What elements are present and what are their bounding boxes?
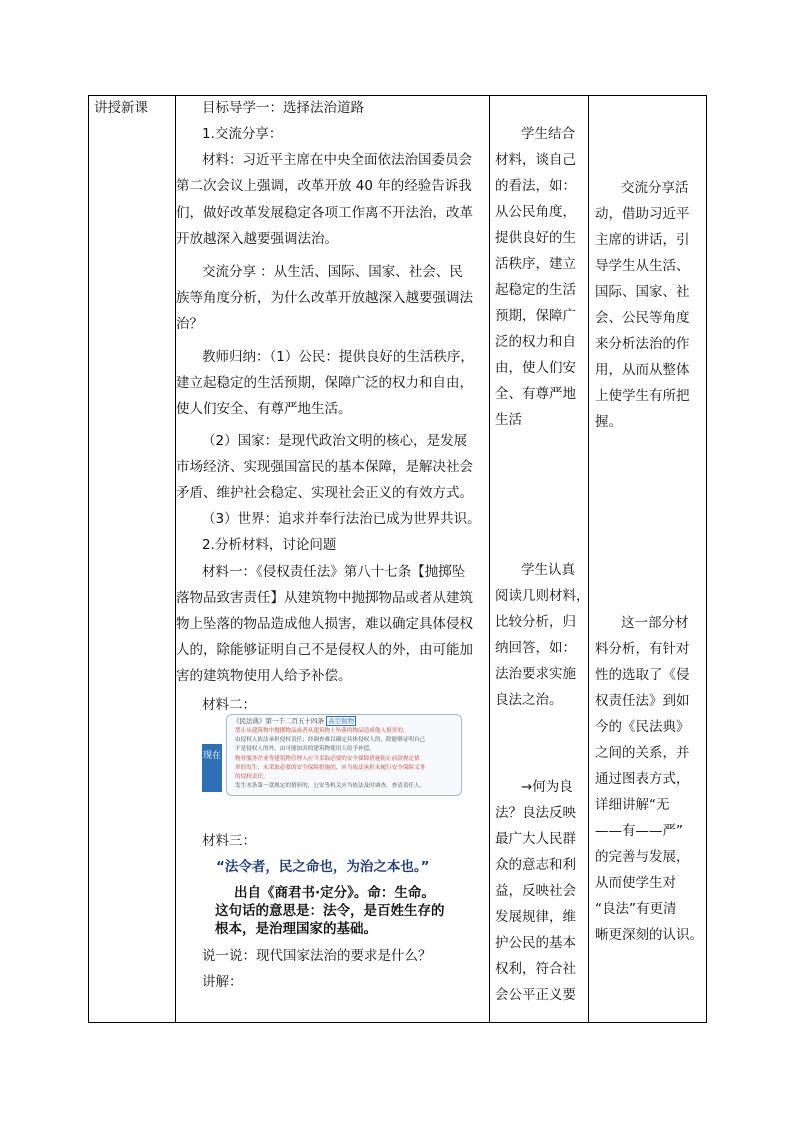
summary-text-line: 使人们安全、有尊严地生活。 xyxy=(176,401,352,417)
excerpt-line: 的侵权责任。 xyxy=(235,774,269,781)
classical-quote: “法令者，民之命也，为治之本也。” xyxy=(216,859,430,875)
share-text-line: 交流分享 ：从生活、国际、国家、社会、民 xyxy=(202,264,463,280)
design-intent-line: 权责任法》到如 xyxy=(595,693,690,709)
design-intent-line: 国际、国家、社 xyxy=(595,284,690,300)
step-2-title: 2.分析材料，讨论问题 xyxy=(202,537,337,553)
student-activity-line: 的看法，如： xyxy=(495,178,576,194)
design-intent-line: 上使学生有所把 xyxy=(595,388,690,404)
design-intent-line: 这一部分材 xyxy=(621,615,689,631)
student-activity-line: 法？良法反映 xyxy=(495,805,576,821)
design-intent-line: ——有——严” xyxy=(595,823,683,839)
design-intent-line: 通过图表方式， xyxy=(595,771,690,787)
quote-explanation-line: 这句话的意思是：法令，是百姓生存的 xyxy=(215,903,445,919)
student-activity-line: 会公平正义要 xyxy=(495,987,576,1003)
explain-label: 讲解： xyxy=(202,974,243,990)
column-divider-2 xyxy=(489,95,490,1023)
design-intent-line: 的完善与发展， xyxy=(595,849,690,865)
student-activity-line: 全、有尊严地 xyxy=(495,386,576,402)
objective-heading: 目标导学一：选择法治道路 xyxy=(202,100,364,116)
material-3-label: 材料三： xyxy=(202,833,256,849)
student-activity-line: 预期，保障广 xyxy=(495,308,576,324)
material-text-line: 们，做好改革发展稳定各项工作离不开法治，改革 xyxy=(176,205,473,221)
design-intent-line: 会、公民等角度 xyxy=(595,310,690,326)
design-intent-line: 晰更深刻的认识。 xyxy=(595,927,703,943)
discussion-question: 说一说：现代国家法治的要求是什么？ xyxy=(202,948,432,964)
student-activity-line: 由，使人们安 xyxy=(495,360,576,376)
student-activity-line: 纳回答，如： xyxy=(495,640,576,656)
design-intent-line: 今的《民法典》 xyxy=(595,719,690,735)
material-1-line: 人的，除能够证明自己不是侵权人的外，由可能加 xyxy=(176,642,473,658)
student-activity-line: 良法之治。 xyxy=(495,692,563,708)
table-top-border xyxy=(88,95,707,96)
student-activity-line: 起稳定的生活 xyxy=(495,282,576,298)
student-activity-block-1 xyxy=(495,121,576,433)
point-2-line: （2）国家：是现代政治文明的核心，是发展 xyxy=(202,433,468,449)
excerpt-line: 由侵权人依法承担侵权责任；经调查难以确定具体侵权人的，除能够证明自己 xyxy=(235,737,426,744)
student-activity-line: 权利，符合社 xyxy=(495,961,576,977)
design-intent-block-2 xyxy=(595,610,703,948)
design-intent-line: 详细讲解“无 xyxy=(595,797,670,813)
point-2-line: 市场经济、实现强国富民的基本保障，是解决社会 xyxy=(176,459,473,475)
design-intent-line: “良法”有更清 xyxy=(595,901,677,917)
design-intent-line: 性的选取了《侵 xyxy=(595,667,690,683)
material-text-line: 开放越深入越要强调法治。 xyxy=(176,231,338,247)
material-1-line: 害的建筑物使用人给予补偿。 xyxy=(176,668,352,684)
student-activity-line: →何为良 xyxy=(521,779,573,795)
student-activity-block-3 xyxy=(495,774,576,1008)
design-intent-line: 来分析法治的作 xyxy=(595,336,690,352)
table-right-border xyxy=(706,95,707,1023)
design-intent-block-1 xyxy=(595,175,690,435)
design-intent-line: 用，从而从整体 xyxy=(595,362,690,378)
now-tag: 现在 xyxy=(202,744,222,792)
design-intent-line: 料分析，有针对 xyxy=(595,641,690,657)
excerpt-line: 形的发生；未采取必要的安全保障措施的，应当依法承担未履行安全保障义务 xyxy=(235,764,426,771)
design-intent-line: 交流分享活 xyxy=(621,180,689,196)
student-activity-line: 最广大人民群 xyxy=(495,831,576,847)
student-activity-line: 护公民的基本 xyxy=(495,935,576,951)
student-activity-line: 众的意志和利 xyxy=(495,857,576,873)
summary-text-line: 教师归纳：（1）公民：提供良好的生活秩序， xyxy=(202,349,474,365)
material-1-line: 物上坠落的物品造成他人损害，难以确定具体侵权 xyxy=(176,616,473,632)
student-activity-line: 生活 xyxy=(495,412,522,428)
step-1-title: 1.交流分享： xyxy=(202,126,283,142)
section-label: 讲授新课 xyxy=(94,100,148,116)
share-text-line: 治？ xyxy=(176,316,203,332)
point-3-line: （3）世界：追求并奉行法治已成为世界共识。 xyxy=(202,511,481,527)
design-intent-line: 主席的讲话，引 xyxy=(595,232,690,248)
student-activity-line: 活秩序，建立 xyxy=(495,256,576,272)
quote-explanation-line: 根本，是治理国家的基础。 xyxy=(215,921,377,937)
excerpt-badge: 高空抛物 xyxy=(328,717,355,725)
excerpt-line: 发生本条第一款规定的情形的，公安等机关应当依法及时调查，查清责任人。 xyxy=(235,783,426,790)
student-activity-line: 法治要求实施 xyxy=(495,666,576,682)
design-intent-line: 之间的关系，并 xyxy=(595,745,690,761)
design-intent-line: 握。 xyxy=(595,414,622,430)
design-intent-line: 动，借助习近平 xyxy=(595,206,690,222)
civil-code-excerpt-image xyxy=(202,714,460,794)
student-activity-line: 泛的权力和自 xyxy=(495,334,576,350)
student-activity-line: 益，反映社会 xyxy=(495,883,576,899)
point-2-line: 矛盾、维护社会稳定、实现社会正义的有效方式。 xyxy=(176,485,473,501)
material-1-line: 落物品致害责任】从建筑物中抛掷物品或者从建筑 xyxy=(176,590,473,606)
excerpt-scroll xyxy=(226,714,462,796)
student-activity-line: 阅读几则材料， xyxy=(495,588,590,604)
share-text-line: 族等角度分析，为什么改革开放越深入越要强调法 xyxy=(176,290,473,306)
student-activity-line: 比较分析，归 xyxy=(495,614,576,630)
student-activity-line: 材料，谈自己 xyxy=(495,152,576,168)
material-text-line: 材料：习近平主席在中央全面依法治国委员会 xyxy=(202,152,472,168)
design-intent-line: 从而使学生对 xyxy=(595,875,676,891)
excerpt-line: 不是侵权人的外，由可能加害的建筑物使用人给予补偿。 xyxy=(235,746,375,753)
student-activity-line: 从公民角度， xyxy=(495,204,576,220)
material-2-label: 材料二： xyxy=(202,697,256,713)
design-intent-line: 导学生从生活、 xyxy=(595,258,690,274)
excerpt-title: 《民法典》第一千二百五十四条 xyxy=(233,717,324,725)
student-activity-block-2 xyxy=(495,557,590,713)
student-activity-line: 发展规律，维 xyxy=(495,909,576,925)
material-text-line: 第二次会议上强调，改革开放 40 年的经验告诉我 xyxy=(176,178,472,194)
excerpt-line: 禁止从建筑物中抛掷物品或者从建筑物上坠落的物品造成他人损害的， xyxy=(235,728,409,734)
table-left-border xyxy=(88,95,89,1023)
table-bottom-border xyxy=(88,1022,707,1023)
student-activity-line: 学生认真 xyxy=(521,562,575,578)
excerpt-line: 物业服务企业等建筑物管理人应当采取必要的安全保障措施防止前款规定情 xyxy=(235,755,420,762)
student-activity-line: 学生结合 xyxy=(521,126,575,142)
material-1-line: 材料一：《侵权责任法》第八十七条【抛掷坠 xyxy=(202,564,466,580)
summary-text-line: 建立起稳定的生活预期，保障广泛的权力和自由， xyxy=(176,375,473,391)
student-activity-line: 提供良好的生 xyxy=(495,230,576,246)
quote-source: 出自《商君书·定分》。命：生命。 xyxy=(234,885,435,901)
